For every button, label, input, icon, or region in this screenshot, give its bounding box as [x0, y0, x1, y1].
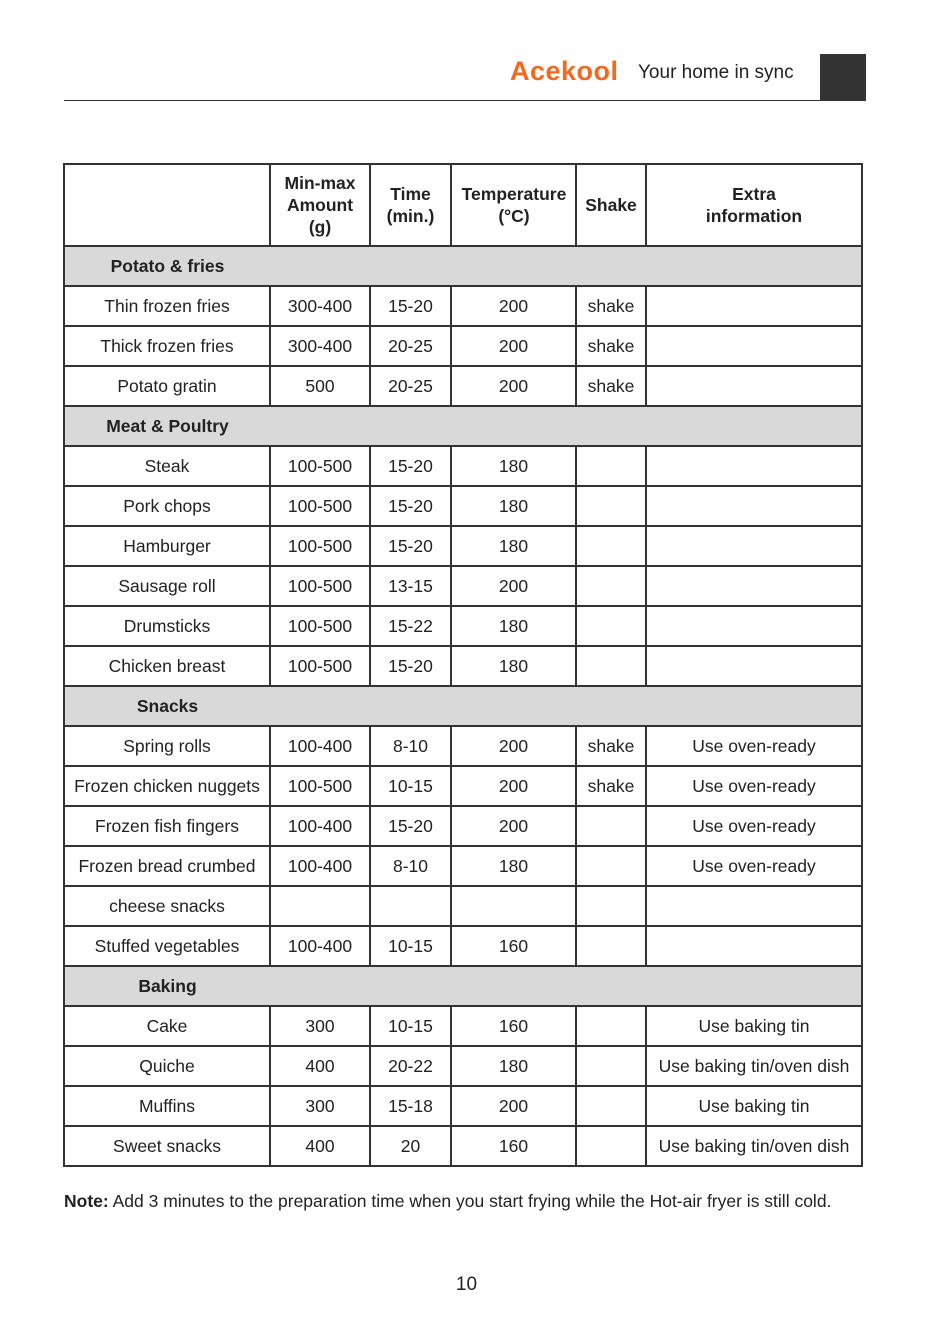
- time-cell: 10-15: [370, 766, 451, 806]
- food-cell: Sweet snacks: [64, 1126, 270, 1166]
- extra-cell: Use baking tin: [646, 1086, 862, 1126]
- table-header-row: [64, 164, 862, 246]
- temperature-cell: 180: [451, 486, 576, 526]
- note-label: Note:: [64, 1191, 109, 1211]
- temperature-cell: 180: [451, 606, 576, 646]
- food-cell: Muffins: [64, 1086, 270, 1126]
- amount-cell: 100-400: [270, 846, 370, 886]
- temperature-cell: 200: [451, 366, 576, 406]
- food-cell: Spring rolls: [64, 726, 270, 766]
- shake-cell: [576, 1126, 646, 1166]
- table-row: [64, 446, 862, 486]
- table-row: [64, 526, 862, 566]
- amount-cell: 100-500: [270, 526, 370, 566]
- extra-cell: [646, 446, 862, 486]
- col-header-shake: Shake: [576, 164, 646, 246]
- time-cell: 20-25: [370, 366, 451, 406]
- header-corner-block: [820, 54, 866, 100]
- temperature-cell: 180: [451, 846, 576, 886]
- temperature-cell: 200: [451, 806, 576, 846]
- table-body: [64, 246, 862, 1166]
- col-header-extra: Extra information: [646, 164, 862, 246]
- shake-cell: [576, 1046, 646, 1086]
- table-row: [64, 926, 862, 966]
- extra-cell: [646, 326, 862, 366]
- extra-cell: Use oven-ready: [646, 766, 862, 806]
- note: [64, 1190, 864, 1213]
- shake-cell: [576, 606, 646, 646]
- food-cell: Frozen fish fingers: [64, 806, 270, 846]
- header-divider: [64, 100, 866, 101]
- extra-cell: Use oven-ready: [646, 726, 862, 766]
- col-header-temperature: Temperature (°C): [451, 164, 576, 246]
- col-header-amount: Min-max Amount (g): [270, 164, 370, 246]
- brand-tagline: Your home in sync: [638, 62, 794, 83]
- time-cell: 20-22: [370, 1046, 451, 1086]
- table-row: [64, 1006, 862, 1046]
- page-number: 10: [455, 1274, 478, 1295]
- shake-cell: shake: [576, 366, 646, 406]
- temperature-cell: 200: [451, 326, 576, 366]
- amount-cell: 300: [270, 1006, 370, 1046]
- extra-cell: [646, 486, 862, 526]
- time-cell: [370, 886, 451, 926]
- shake-cell: [576, 806, 646, 846]
- time-cell: 20-25: [370, 326, 451, 366]
- food-cell: Drumsticks: [64, 606, 270, 646]
- shake-cell: [576, 886, 646, 926]
- extra-cell: [646, 366, 862, 406]
- time-cell: 15-20: [370, 806, 451, 846]
- category-label: Baking: [64, 966, 862, 1006]
- amount-cell: 400: [270, 1046, 370, 1086]
- food-cell: Pork chops: [64, 486, 270, 526]
- food-cell: Thin frozen fries: [64, 286, 270, 326]
- table-row: [64, 886, 862, 926]
- temperature-cell: 180: [451, 646, 576, 686]
- amount-cell: 100-500: [270, 486, 370, 526]
- page-header: [64, 52, 866, 102]
- food-cell: Frozen bread crumbed: [64, 846, 270, 886]
- extra-cell: [646, 606, 862, 646]
- temperature-cell: [451, 886, 576, 926]
- table-row: [64, 566, 862, 606]
- amount-cell: 100-500: [270, 566, 370, 606]
- time-cell: 15-18: [370, 1086, 451, 1126]
- shake-cell: shake: [576, 766, 646, 806]
- food-cell: Thick frozen fries: [64, 326, 270, 366]
- category-label: Snacks: [64, 686, 862, 726]
- extra-cell: Use baking tin: [646, 1006, 862, 1046]
- amount-cell: 100-400: [270, 926, 370, 966]
- table-row: [64, 766, 862, 806]
- amount-cell: 500: [270, 366, 370, 406]
- time-cell: 13-15: [370, 566, 451, 606]
- food-cell: Stuffed vegetables: [64, 926, 270, 966]
- cooking-table: [63, 163, 863, 1167]
- extra-cell: [646, 526, 862, 566]
- food-cell: Quiche: [64, 1046, 270, 1086]
- table-row: [64, 1046, 862, 1086]
- extra-cell: [646, 566, 862, 606]
- temperature-cell: 160: [451, 926, 576, 966]
- category-label: Potato & fries: [64, 246, 862, 286]
- extra-cell: Use oven-ready: [646, 806, 862, 846]
- extra-cell: Use baking tin/oven dish: [646, 1046, 862, 1086]
- table-row: [64, 806, 862, 846]
- table-row: [64, 1126, 862, 1166]
- time-cell: 10-15: [370, 1006, 451, 1046]
- category-row: [64, 246, 862, 286]
- shake-cell: [576, 526, 646, 566]
- temperature-cell: 160: [451, 1006, 576, 1046]
- amount-cell: 300-400: [270, 326, 370, 366]
- time-cell: 15-20: [370, 486, 451, 526]
- time-cell: 20: [370, 1126, 451, 1166]
- amount-cell: 100-500: [270, 766, 370, 806]
- table-row: [64, 726, 862, 766]
- shake-cell: [576, 446, 646, 486]
- amount-cell: 100-500: [270, 606, 370, 646]
- time-cell: 15-20: [370, 286, 451, 326]
- table-row: [64, 366, 862, 406]
- time-cell: 15-20: [370, 526, 451, 566]
- extra-cell: Use baking tin/oven dish: [646, 1126, 862, 1166]
- food-cell: Steak: [64, 446, 270, 486]
- temperature-cell: 180: [451, 526, 576, 566]
- food-cell: Frozen chicken nuggets: [64, 766, 270, 806]
- shake-cell: shake: [576, 326, 646, 366]
- time-cell: 10-15: [370, 926, 451, 966]
- shake-cell: [576, 846, 646, 886]
- shake-cell: shake: [576, 286, 646, 326]
- amount-cell: 100-500: [270, 646, 370, 686]
- amount-cell: 100-400: [270, 726, 370, 766]
- amount-cell: 100-500: [270, 446, 370, 486]
- food-cell: Sausage roll: [64, 566, 270, 606]
- time-cell: 15-20: [370, 446, 451, 486]
- amount-cell: [270, 886, 370, 926]
- table-row: [64, 486, 862, 526]
- table-row: [64, 646, 862, 686]
- shake-cell: shake: [576, 726, 646, 766]
- col-header-food: [64, 164, 270, 246]
- brand-logo: Acekool: [510, 56, 619, 86]
- extra-cell: Use oven-ready: [646, 846, 862, 886]
- category-row: [64, 406, 862, 446]
- category-row: [64, 686, 862, 726]
- food-cell: Chicken breast: [64, 646, 270, 686]
- shake-cell: [576, 1086, 646, 1126]
- time-cell: 15-22: [370, 606, 451, 646]
- category-row: [64, 966, 862, 1006]
- table-row: [64, 846, 862, 886]
- note-text: Add 3 minutes to the preparation time when you start frying while the Hot-air fryer is still cold.: [112, 1191, 832, 1211]
- temperature-cell: 160: [451, 1126, 576, 1166]
- time-cell: 15-20: [370, 646, 451, 686]
- category-label: Meat & Poultry: [64, 406, 862, 446]
- amount-cell: 400: [270, 1126, 370, 1166]
- time-cell: 8-10: [370, 846, 451, 886]
- shake-cell: [576, 926, 646, 966]
- extra-cell: [646, 646, 862, 686]
- temperature-cell: 200: [451, 766, 576, 806]
- extra-cell: [646, 886, 862, 926]
- amount-cell: 100-400: [270, 806, 370, 846]
- temperature-cell: 180: [451, 1046, 576, 1086]
- shake-cell: [576, 486, 646, 526]
- food-cell: Hamburger: [64, 526, 270, 566]
- temperature-cell: 180: [451, 446, 576, 486]
- food-cell: cheese snacks: [64, 886, 270, 926]
- extra-cell: [646, 926, 862, 966]
- temperature-cell: 200: [451, 566, 576, 606]
- shake-cell: [576, 566, 646, 606]
- time-cell: 8-10: [370, 726, 451, 766]
- amount-cell: 300: [270, 1086, 370, 1126]
- shake-cell: [576, 1006, 646, 1046]
- temperature-cell: 200: [451, 1086, 576, 1126]
- temperature-cell: 200: [451, 726, 576, 766]
- table-row: [64, 326, 862, 366]
- shake-cell: [576, 646, 646, 686]
- table-row: [64, 286, 862, 326]
- amount-cell: 300-400: [270, 286, 370, 326]
- temperature-cell: 200: [451, 286, 576, 326]
- table-row: [64, 606, 862, 646]
- food-cell: Potato gratin: [64, 366, 270, 406]
- col-header-time: Time (min.): [370, 164, 451, 246]
- food-cell: Cake: [64, 1006, 270, 1046]
- table-row: [64, 1086, 862, 1126]
- extra-cell: [646, 286, 862, 326]
